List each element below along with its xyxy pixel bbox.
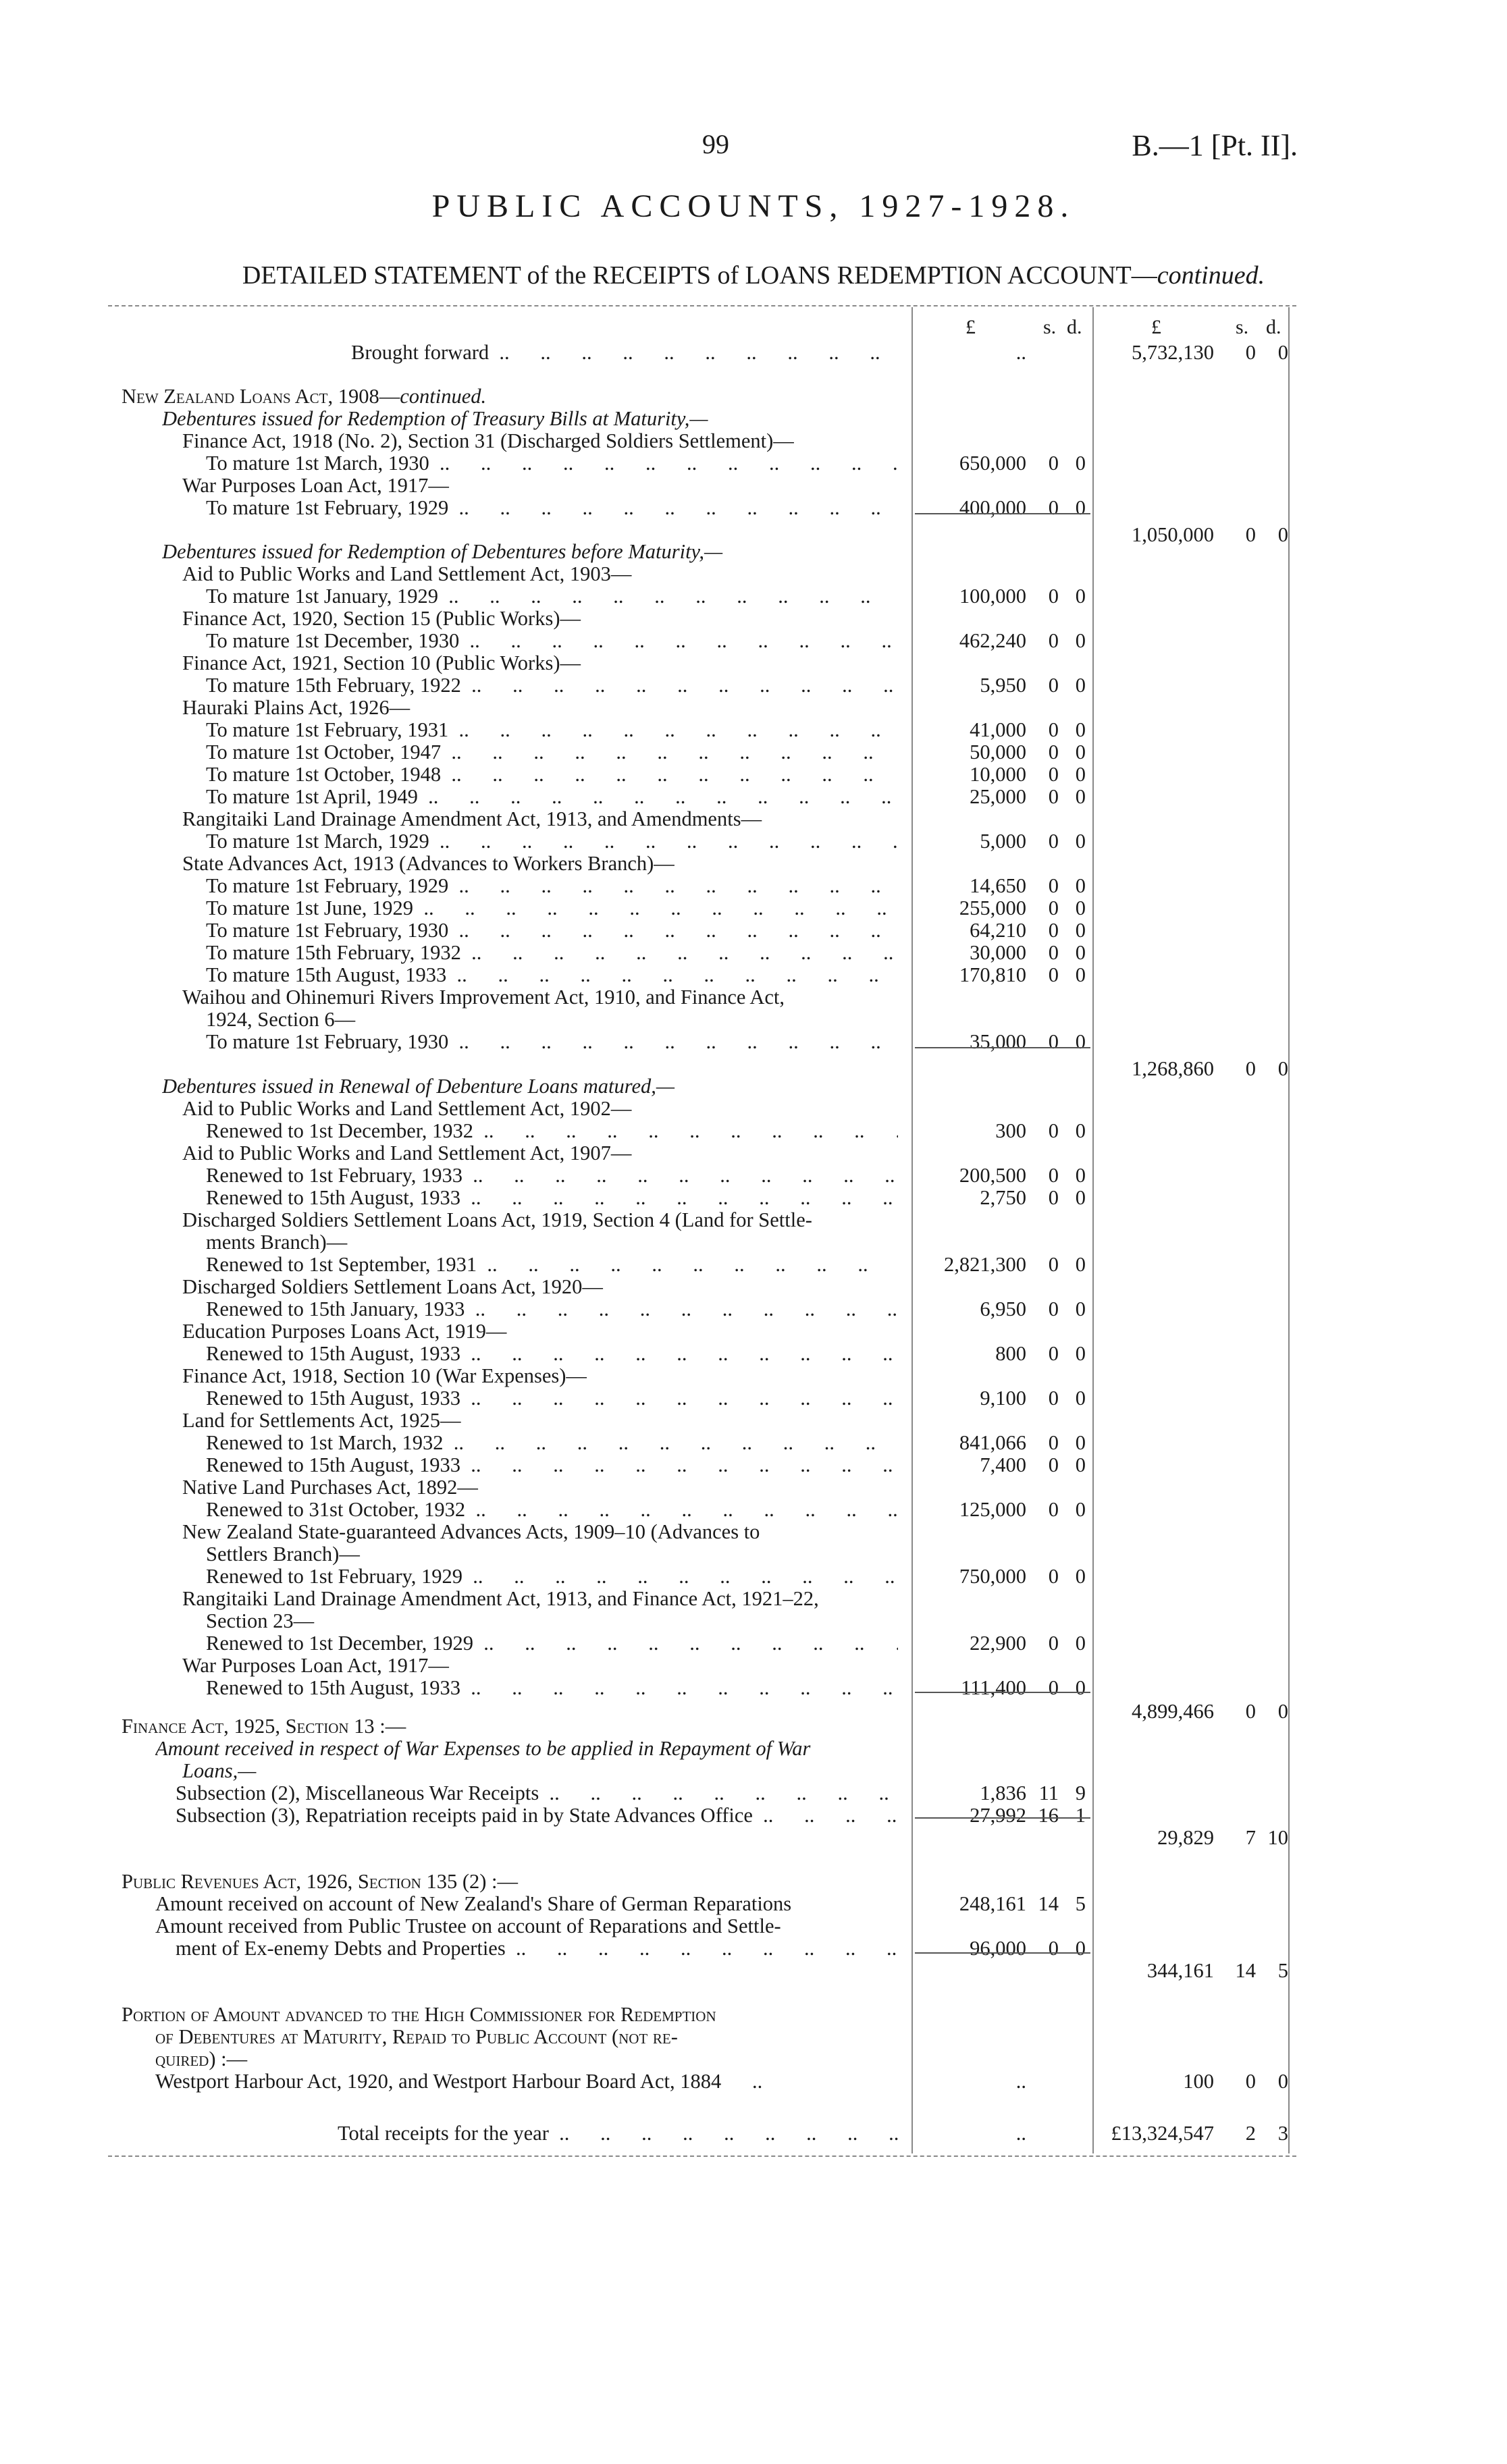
col1-pence: 0 [1075, 1186, 1086, 1209]
row-label: Public Revenues Act, 1926, Section 135 (2) :— [122, 1870, 519, 1893]
col1-pence: 0 [1075, 452, 1086, 475]
col1-shillings-header: s. [1043, 316, 1057, 338]
statement-subtitle [0, 261, 1507, 290]
row-label: To mature 1st December, 1930 .. [206, 629, 898, 653]
col1-shillings: 0 [1048, 874, 1059, 897]
col1-shillings: 0 [1048, 1164, 1059, 1187]
row-label: Hauraki Plains Act, 1926— [182, 696, 411, 719]
col1-pounds: 111,400 [961, 1676, 1026, 1699]
table-row [0, 874, 1507, 897]
row-label: To mature 1st June, 1929 .. [206, 896, 898, 920]
document-reference: B.—1 [Pt. II]. [1132, 129, 1298, 162]
col1-pence: 0 [1075, 585, 1086, 608]
table-row [0, 1097, 1507, 1120]
col1-pounds: 30,000 [970, 941, 1026, 964]
table-row [0, 474, 1507, 497]
table-row [0, 941, 1507, 964]
col1-shillings: 0 [1048, 1387, 1059, 1410]
table-row [0, 1498, 1507, 1521]
row-label: War Purposes Loan Act, 1917— [182, 1654, 449, 1677]
col1-shillings: 0 [1048, 1431, 1059, 1454]
row-label: To mature 15th February, 1932 .. [206, 941, 898, 965]
row-label: Discharged Soldiers Settlement Loans Act, 1919, Section 4 (Land for Settle- [182, 1208, 812, 1231]
table-row [0, 496, 1507, 519]
col1-pence: 9 [1075, 1782, 1086, 1804]
col1-pence: 0 [1075, 496, 1086, 519]
row-label: Education Purposes Loans Act, 1919— [182, 1320, 507, 1343]
table-row [0, 1715, 1507, 1738]
table-row [0, 1387, 1507, 1410]
col1-pounds: 300 [995, 1119, 1026, 1142]
col1-pounds: 200,500 [959, 1164, 1026, 1187]
table-row [0, 1075, 1507, 1098]
col1-shillings: 0 [1048, 629, 1059, 652]
table-row [0, 2070, 1507, 2093]
row-label: To mature 1st February, 1930 .. [206, 919, 898, 942]
col1-shillings: 0 [1048, 718, 1059, 741]
col1-pounds: 6,950 [980, 1297, 1026, 1320]
col1-pounds: 14,650 [970, 874, 1026, 897]
col1-shillings: 0 [1048, 963, 1059, 986]
col1-pence: 0 [1075, 1164, 1086, 1187]
col1-pence: 0 [1075, 874, 1086, 897]
row-label: Amount received from Public Trustee on account of Reparations and Settle- [155, 1914, 781, 1937]
row-label: Renewed to 1st December, 1932 .. [206, 1119, 898, 1143]
row-label: Renewed to 15th August, 1933 .. [206, 1342, 898, 1366]
table-row [0, 1364, 1507, 1387]
table-row [0, 2003, 1507, 2026]
table-row [0, 718, 1507, 741]
row-label: To mature 1st February, 1931 .. [206, 718, 898, 742]
col1-pence: 0 [1075, 1253, 1086, 1276]
table-row [0, 696, 1507, 719]
col1-pounds: 2,821,300 [944, 1253, 1026, 1276]
table-row [0, 919, 1507, 942]
row-label: To mature 1st March, 1929 .. [206, 830, 898, 853]
col1-shillings: 16 [1038, 1804, 1059, 1827]
row-label: Debentures issued for Redemption of Debentures before Maturity,— [162, 540, 723, 563]
table-row [0, 629, 1507, 652]
bottom-rule [108, 2155, 1296, 2157]
col2-pence: 0 [1277, 1057, 1288, 1080]
table-row [0, 1030, 1507, 1053]
col1-pence: 0 [1075, 1498, 1086, 1521]
col1-shillings: 0 [1048, 1565, 1059, 1588]
col1-pounds: 1,836 [980, 1782, 1026, 1804]
row-label: To mature 1st February, 1929 .. [206, 874, 898, 898]
subtotal-rule [915, 513, 1090, 514]
table-row [0, 607, 1507, 630]
table-row [0, 1342, 1507, 1365]
col2-pence: 10 [1267, 1826, 1288, 1849]
table-row [0, 429, 1507, 452]
col1-shillings: 0 [1048, 1498, 1059, 1521]
row-label: Debentures issued in Renewal of Debenture Loans matured,— [162, 1075, 675, 1098]
subtotal-rule [915, 1047, 1090, 1048]
row-label: Westport Harbour Act, 1920, and Westport Harbour Board Act, 1884 .. [155, 2070, 763, 2093]
subtotal-rule [915, 1952, 1090, 1954]
subtotal-rule [915, 1692, 1090, 1693]
col1-pence: 0 [1075, 741, 1086, 764]
col1-pence: 0 [1075, 1632, 1086, 1655]
row-label: Finance Act, 1918 (No. 2), Section 31 (Discharged Soldiers Settlement)— [182, 429, 794, 452]
col2-shillings: 0 [1245, 1057, 1256, 1080]
table-row [0, 1320, 1507, 1343]
col2-pence-header: d. [1266, 316, 1281, 338]
col2-pounds: 5,732,130 [1132, 341, 1214, 364]
table-row [0, 1164, 1507, 1187]
col1-pence: 0 [1075, 629, 1086, 652]
col1-pence: 0 [1075, 1431, 1086, 1454]
col2-pounds: 4,899,466 [1132, 1700, 1214, 1723]
row-label: State Advances Act, 1913 (Advances to Workers Branch)— [182, 852, 675, 875]
row-label: To mature 1st January, 1929 .. [206, 585, 898, 608]
col2-shillings: 14 [1235, 1959, 1256, 1982]
row-label: ments Branch)— [206, 1231, 348, 1254]
row-label: New Zealand State-guaranteed Advances Acts, 1909–10 (Advances to [182, 1520, 760, 1543]
col1-pounds: 841,066 [959, 1431, 1026, 1454]
top-rule [108, 305, 1296, 306]
col1-shillings: 0 [1048, 1030, 1059, 1053]
col1-shillings: 0 [1048, 1632, 1059, 1655]
row-label: Settlers Branch)— [206, 1543, 360, 1565]
row-label: To mature 1st October, 1948 .. [206, 763, 898, 786]
col2-pence: 0 [1277, 341, 1288, 364]
row-label: Renewed to 15th January, 1933 .. [206, 1297, 898, 1321]
row-label: Renewed to 1st February, 1933 .. [206, 1164, 898, 1187]
col1-pounds: 800 [995, 1342, 1026, 1365]
col1-pence: 0 [1075, 1119, 1086, 1142]
row-label: To mature 1st March, 1930 .. [206, 452, 898, 475]
table-row [0, 674, 1507, 697]
col2-pounds: 29,829 [1157, 1826, 1214, 1849]
table-row [0, 807, 1507, 830]
table-row [0, 1186, 1507, 1209]
col1-pounds: 462,240 [959, 629, 1026, 652]
table-row [0, 1782, 1507, 1804]
col2-pounds-header: £ [1151, 316, 1161, 338]
table-row [0, 1654, 1507, 1677]
table-row [0, 1297, 1507, 1320]
col1-pence: 0 [1075, 718, 1086, 741]
col2-pounds: 1,050,000 [1132, 523, 1214, 546]
col2-shillings: 0 [1245, 523, 1256, 546]
row-label: Aid to Public Works and Land Settlement Act, 1903— [182, 562, 632, 585]
table-row [0, 1231, 1507, 1254]
row-label: Finance Act, 1921, Section 10 (Public Works)— [182, 651, 581, 674]
col2-pence: 5 [1277, 1959, 1288, 1982]
row-label: Waihou and Ohinemuri Rivers Improvement Act, 1910, and Finance Act, [182, 986, 785, 1009]
row-label: ment of Ex-enemy Debts and Properties .. [176, 1937, 898, 1960]
col1-shillings: 0 [1048, 674, 1059, 697]
row-label: Finance Act, 1918, Section 10 (War Expenses)— [182, 1364, 587, 1387]
table-row [0, 1632, 1507, 1655]
row-label: Loans,— [182, 1759, 257, 1782]
page-number: 99 [702, 129, 729, 159]
table-row [0, 1476, 1507, 1499]
col1-pounds: 170,810 [959, 963, 1026, 986]
table-row [0, 1937, 1507, 1960]
row-label: Subsection (2), Miscellaneous War Receipts .. [176, 1782, 898, 1805]
table-row [0, 785, 1507, 808]
subtotal-rule [915, 1817, 1090, 1819]
col1-shillings: 0 [1048, 496, 1059, 519]
col1-pence-header: d. [1067, 316, 1082, 338]
table-row [0, 896, 1507, 919]
table-row [0, 407, 1507, 430]
row-label: To mature 15th February, 1922 .. [206, 674, 898, 697]
row-label: Renewed to 15th August, 1933 .. [206, 1387, 898, 1410]
row-label: To mature 1st October, 1947 .. [206, 741, 898, 764]
col1-pence: 5 [1075, 1892, 1086, 1915]
row-label: Finance Act, 1925, Section 13 :— [122, 1715, 406, 1738]
col1-pounds-header: £ [966, 316, 976, 338]
col2-pounds: 100 [1183, 2070, 1214, 2093]
row-label: Total receipts for the year .. [338, 2122, 898, 2145]
col1-shillings: 0 [1048, 1119, 1059, 1142]
row-label: Aid to Public Works and Land Settlement Act, 1902— [182, 1097, 632, 1120]
col1-shillings: 0 [1048, 763, 1059, 786]
col1-shillings: 0 [1048, 785, 1059, 808]
col1-pounds: 9,100 [980, 1387, 1026, 1410]
col2-shillings: 0 [1245, 2070, 1256, 2093]
table-row [0, 741, 1507, 764]
row-label: Renewed to 15th August, 1933 .. [206, 1453, 898, 1477]
col1-shillings: 0 [1048, 1186, 1059, 1209]
table-row [0, 1804, 1507, 1827]
col1-pounds: 96,000 [970, 1937, 1026, 1960]
row-label: of Debentures at Maturity, Repaid to Public Account (not re- [155, 2025, 678, 2048]
table-row [0, 1892, 1507, 1915]
col1-pounds: 100,000 [959, 585, 1026, 608]
row-label: Land for Settlements Act, 1925— [182, 1409, 461, 1432]
row-label: Renewed to 1st February, 1929 .. [206, 1565, 898, 1588]
row-label: To mature 1st February, 1929 .. [206, 496, 898, 520]
row-label: Subsection (3), Repatriation receipts paid in by State Advances Office .. [176, 1804, 898, 1827]
table-row [0, 1826, 1507, 1849]
col1-pence: 0 [1075, 1030, 1086, 1053]
col2-shillings: 0 [1245, 1700, 1256, 1723]
col1-value: .. [1015, 2070, 1026, 2093]
col1-shillings: 0 [1048, 830, 1059, 853]
col1-shillings: 0 [1048, 1937, 1059, 1960]
col1-pounds: 64,210 [970, 919, 1026, 942]
row-label: Renewed to 15th August, 1933 .. [206, 1676, 898, 1700]
col1-pence: 0 [1075, 1565, 1086, 1588]
table-row [0, 452, 1507, 475]
row-label: Section 23— [206, 1609, 315, 1632]
col1-shillings: 0 [1048, 1253, 1059, 1276]
table-row [0, 1208, 1507, 1231]
col1-pence: 0 [1075, 963, 1086, 986]
row-label: 1924, Section 6— [206, 1008, 356, 1031]
col2-shillings: 2 [1245, 2122, 1256, 2145]
row-label: New Zealand Loans Act, 1908—continued. [122, 385, 487, 408]
col1-pence: 0 [1075, 1297, 1086, 1320]
col1-pounds: 5,000 [980, 830, 1026, 853]
table-row [0, 385, 1507, 408]
col1-pounds: 27,992 [970, 1804, 1026, 1827]
col1-shillings: 0 [1048, 585, 1059, 608]
col1-pounds: 10,000 [970, 763, 1026, 786]
table-row [0, 1914, 1507, 1937]
col1-shillings: 0 [1048, 1342, 1059, 1365]
table-row [0, 1142, 1507, 1164]
col1-pence: 0 [1075, 1387, 1086, 1410]
col1-pence: 0 [1075, 830, 1086, 853]
col2-shillings-header: s. [1236, 316, 1249, 338]
col1-shillings: 0 [1048, 741, 1059, 764]
table-row [0, 341, 1507, 364]
col1-pounds: 7,400 [980, 1453, 1026, 1476]
row-label: Discharged Soldiers Settlement Loans Act, 1920— [182, 1275, 603, 1298]
row-label: Portion of Amount advanced to the High Commissioner for Redemption [122, 2003, 716, 2026]
row-label: Rangitaiki Land Drainage Amendment Act, 1913, and Finance Act, 1921–22, [182, 1587, 819, 1610]
table-row [0, 1609, 1507, 1632]
table-row [0, 1959, 1507, 1982]
table-row [0, 830, 1507, 853]
table-row [0, 852, 1507, 875]
col2-shillings: 7 [1245, 1826, 1256, 1849]
row-label: Aid to Public Works and Land Settlement Act, 1907— [182, 1142, 632, 1164]
col2-pence: 0 [1277, 1700, 1288, 1723]
col1-shillings: 0 [1048, 1297, 1059, 1320]
row-label: Amount received on account of New Zealand's Share of German Reparations [155, 1892, 792, 1915]
continued-label: continued. [400, 385, 487, 408]
table-row [0, 651, 1507, 674]
row-label: War Purposes Loan Act, 1917— [182, 474, 449, 497]
table-row [0, 2025, 1507, 2048]
table-row [0, 1520, 1507, 1543]
col1-value: .. [1015, 2122, 1026, 2145]
row-label: Renewed to 1st December, 1929 .. [206, 1632, 898, 1655]
col2-shillings: 0 [1245, 341, 1256, 364]
col1-pence: 0 [1075, 1676, 1086, 1699]
table-row [0, 1870, 1507, 1893]
table-row [0, 1008, 1507, 1031]
table-row [0, 1759, 1507, 1782]
row-label: Renewed to 1st March, 1932 .. [206, 1431, 898, 1455]
table-row [0, 1587, 1507, 1610]
col1-pence: 0 [1075, 919, 1086, 942]
col1-pence: 0 [1075, 1453, 1086, 1476]
row-label: Native Land Purchases Act, 1892— [182, 1476, 478, 1499]
table-row [0, 1431, 1507, 1454]
row-label: Debentures issued for Redemption of Treasury Bills at Maturity,— [162, 407, 708, 430]
row-label: Renewed to 15th August, 1933 .. [206, 1186, 898, 1210]
col1-pounds: 255,000 [959, 896, 1026, 919]
subtitle-continued: continued. [1157, 261, 1265, 290]
row-label: Amount received in respect of War Expenses to be applied in Repayment of War [155, 1737, 811, 1760]
col1-value: .. [1015, 341, 1026, 364]
col1-pence: 0 [1075, 674, 1086, 697]
table-row [0, 986, 1507, 1009]
row-label: To mature 1st February, 1930 .. [206, 1030, 898, 1054]
col1-shillings: 0 [1048, 452, 1059, 475]
col1-pounds: 41,000 [970, 718, 1026, 741]
subtitle-main: DETAILED STATEMENT of the RECEIPTS of LOANS REDEMPTION ACCOUNT— [242, 261, 1157, 290]
row-label: To mature 1st April, 1949 .. [206, 785, 898, 809]
col1-shillings: 0 [1048, 896, 1059, 919]
col2-pounds: £13,324,547 [1111, 2122, 1214, 2145]
row-label: Rangitaiki Land Drainage Amendment Act, 1913, and Amendments— [182, 807, 762, 830]
table-row [0, 585, 1507, 608]
col1-pounds: 5,950 [980, 674, 1026, 697]
col2-pence: 0 [1277, 2070, 1288, 2093]
table-row [0, 2047, 1507, 2070]
col1-pounds: 50,000 [970, 741, 1026, 764]
row-label-tail: .. [721, 2070, 763, 2093]
row-label: Brought forward .. [351, 341, 898, 365]
col1-pence: 1 [1075, 1804, 1086, 1827]
col2-pounds: 344,161 [1146, 1959, 1214, 1982]
table-row [0, 1119, 1507, 1142]
row-label: Renewed to 1st September, 1931 .. [206, 1253, 898, 1277]
col1-pounds: 35,000 [970, 1030, 1026, 1053]
col1-pounds: 650,000 [959, 452, 1026, 475]
col1-shillings: 0 [1048, 1453, 1059, 1476]
table-row [0, 1737, 1507, 1760]
col1-pounds: 400,000 [959, 496, 1026, 519]
table-row [0, 1253, 1507, 1276]
col1-pounds: 22,900 [970, 1632, 1026, 1655]
table-row [0, 540, 1507, 563]
col2-pounds: 1,268,860 [1132, 1057, 1214, 1080]
col1-shillings: 14 [1038, 1892, 1059, 1915]
col1-pounds: 125,000 [959, 1498, 1026, 1521]
col1-pence: 0 [1075, 763, 1086, 786]
row-label: Finance Act, 1920, Section 15 (Public Works)— [182, 607, 581, 630]
row-label: quired) :— [155, 2047, 248, 2070]
col1-pence: 0 [1075, 941, 1086, 964]
col1-pounds: 2,750 [980, 1186, 1026, 1209]
table-row [0, 1676, 1507, 1699]
table-row [0, 1453, 1507, 1476]
col1-shillings: 0 [1048, 941, 1059, 964]
col2-pence: 0 [1277, 523, 1288, 546]
col1-pounds: 750,000 [959, 1565, 1026, 1588]
table-row [0, 963, 1507, 986]
col1-shillings: 11 [1038, 1782, 1059, 1804]
table-row [0, 2122, 1507, 2145]
table-row [0, 1565, 1507, 1588]
col1-shillings: 0 [1048, 1676, 1059, 1699]
page-title: PUBLIC ACCOUNTS, 1927-1928. [431, 188, 1076, 224]
table-row [0, 763, 1507, 786]
row-label: To mature 15th August, 1933 .. [206, 963, 898, 987]
col1-pence: 0 [1075, 896, 1086, 919]
row-label: Renewed to 31st October, 1932 .. [206, 1498, 898, 1522]
table-row [0, 562, 1507, 585]
col1-pence: 0 [1075, 785, 1086, 808]
table-row [0, 1275, 1507, 1298]
col1-pounds: 25,000 [970, 785, 1026, 808]
table-row [0, 1409, 1507, 1432]
col2-pence: 3 [1277, 2122, 1288, 2145]
table-row [0, 1543, 1507, 1565]
col1-shillings: 0 [1048, 919, 1059, 942]
col1-pence: 0 [1075, 1937, 1086, 1960]
col1-pence: 0 [1075, 1342, 1086, 1365]
col1-pounds: 248,161 [959, 1892, 1026, 1915]
